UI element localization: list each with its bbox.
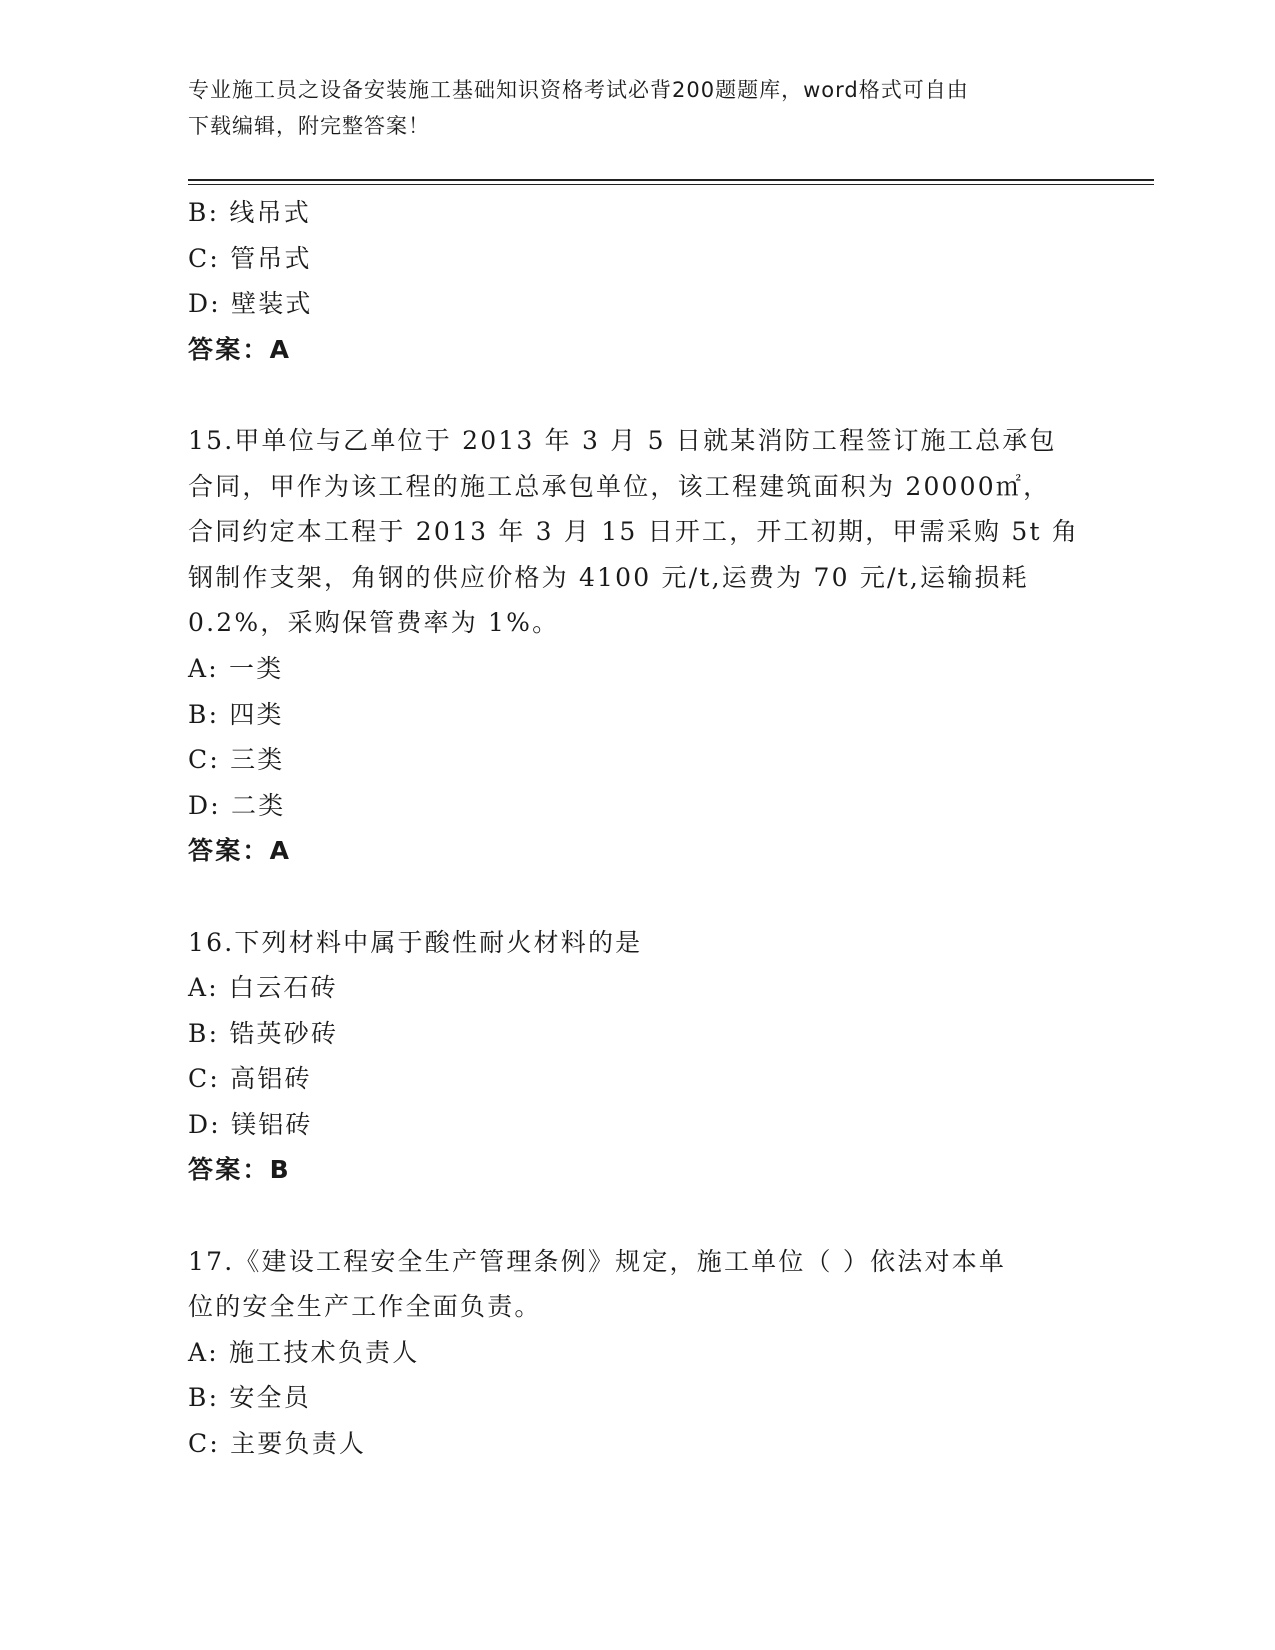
question-text: 钢制作支架，角钢的供应价格为 4100 元/t,运费为 70 元/t,运输损耗 [188,562,1029,592]
option-a: A: 一类 [188,653,284,683]
question-15 [188,418,1080,874]
header-line: 专业施工员之设备安装施工基础知识资格考试必背200题题库，word格式可自由 [188,78,969,102]
answer-line: 答案：B [188,1155,291,1185]
question-14 [188,190,1068,372]
option-c: C: 三类 [188,745,285,775]
question-list [188,190,1080,1467]
question-text: 15.甲单位与乙单位于 2013 年 3 月 5 日就某消防工程签订施工总承包 [188,425,1057,455]
question-17 [188,1239,1068,1467]
header-line: 下载编辑，附完整答案！ [188,114,430,138]
question-16 [188,920,1068,1194]
option-b: B: 线吊式 [188,198,311,227]
option-d: D: 镁铝砖 [188,1109,313,1139]
option-b: B: 锆英砂砖 [188,1018,339,1048]
question-text: 合同约定本工程于 2013 年 3 月 15 日开工，开工初期，甲需采购 5t 角 [188,517,1080,547]
option-c: C: 管吊式 [188,243,312,273]
question-spacer [188,874,1068,920]
option-a: A: 白云石砖 [188,973,338,1003]
option-a: A: 施工技术负责人 [188,1337,420,1367]
option-d: D: 二类 [188,790,286,820]
header-divider [188,179,1154,181]
header-divider-thin [188,184,1154,185]
question-text: 16.下列材料中属于酸性耐火材料的是 [188,927,643,957]
option-c: C: 主要负责人 [188,1429,367,1459]
question-text: 17.《建设工程安全生产管理条例》规定，施工单位（ ）依法对本单 [188,1246,1007,1276]
option-b: B: 安全员 [188,1383,311,1413]
question-text: 合同，甲作为该工程的施工总承包单位，该工程建筑面积为 20000㎡， [188,471,1051,501]
option-d: D: 壁装式 [188,289,313,319]
question-text: 0.2%，采购保管费率为 1%。 [188,608,560,638]
option-b: B: 四类 [188,699,284,729]
answer-line: 答案：A [188,836,292,866]
question-spacer [188,372,1068,418]
question-spacer [188,1193,1068,1239]
document-header [188,72,1068,144]
question-text: 位的安全生产工作全面负责。 [188,1292,542,1322]
answer-line: 答案：A [188,334,292,364]
option-c: C: 高铝砖 [188,1064,312,1094]
